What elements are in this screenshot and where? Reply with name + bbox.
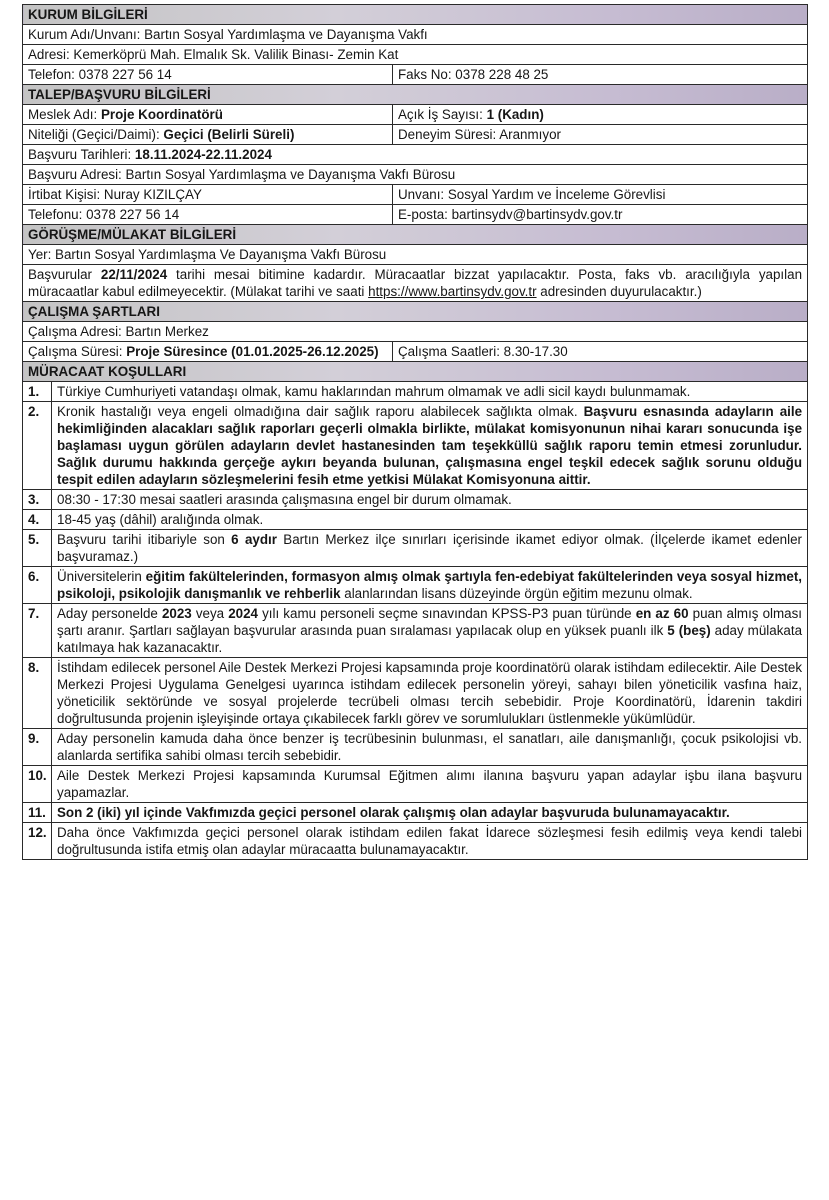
condition-text: Son 2 (iki) yıl içinde Vakfımızda geçici personel olarak çalışmış olan adaylar başvuruda bulunamayacaktır. — [52, 803, 808, 823]
condition-number: 9. — [23, 729, 52, 766]
section-header-kurum — [23, 5, 808, 25]
section-title: TALEP/BAŞVURU BİLGİLERİ — [23, 85, 808, 105]
condition-text: Türkiye Cumhuriyeti vatandaşı olmak, kamu haklarından mahrum olmamak ve adli sicil kaydı bulunmamak. — [52, 382, 808, 402]
condition-text: 18-45 yaş (dâhil) aralığında olmak. — [52, 510, 808, 530]
condition-row — [23, 402, 808, 490]
niteligi: Niteliği (Geçici/Daimi): Geçici (Belirli Süreli) — [23, 125, 393, 145]
kurum-adi: Kurum Adı/Unvanı: Bartın Sosyal Yardımlaşma ve Dayanışma Vakfı — [23, 25, 808, 45]
section-header-gorusme — [23, 225, 808, 245]
condition-text: Aday personelde 2023 veya 2024 yılı kamu personeli seçme sınavından KPSS-P3 puan türünde en az 60 puan almış olması şartı aranır. Şartları sağlayan başvurular arasında puan sıralaması yapılacak olup en yüksek puanlı ilk 5 (beş) aday mülakata katılmaya hak kazanacaktır. — [52, 604, 808, 658]
condition-row — [23, 567, 808, 604]
condition-number: 3. — [23, 490, 52, 510]
condition-number: 6. — [23, 567, 52, 604]
kurum-adresi: Adresi: Kemerköprü Mah. Elmalık Sk. Valilik Binası- Zemin Kat — [23, 45, 808, 65]
condition-row — [23, 382, 808, 402]
condition-number: 8. — [23, 658, 52, 729]
irtibat-telefonu: Telefonu: 0378 227 56 14 — [23, 205, 393, 225]
condition-row — [23, 604, 808, 658]
calisma-suresi: Çalışma Süresi: Proje Süresince (01.01.2025-26.12.2025) — [23, 342, 393, 362]
condition-row — [23, 658, 808, 729]
condition-text: Aday personelin kamuda daha önce benzer iş tecrübesinin bulunması, el sanatları, aile danışmanlığı, çocuk psikolojisi vb. alanlarda sertifika sahibi olması tercih sebebidir. — [52, 729, 808, 766]
condition-row — [23, 510, 808, 530]
website-link[interactable]: https://www.bartinsydv.gov.tr — [368, 284, 537, 299]
conditions-list — [23, 382, 808, 860]
section-header-muracaat — [23, 362, 808, 382]
condition-number: 4. — [23, 510, 52, 530]
condition-text: Aile Destek Merkezi Projesi kapsamında Kurumsal Eğitmen alımı ilanına başvuru yapan adaylar işbu ilana başvuru yapamazlar. — [52, 766, 808, 803]
section-header-talep — [23, 85, 808, 105]
condition-row — [23, 823, 808, 860]
condition-number: 1. — [23, 382, 52, 402]
condition-text: İstihdam edilecek personel Aile Destek Merkezi Projesi kapsamında proje koordinatörü olarak istihdam edilecektir. Aile Destek Merkezi Projesi Uygulama Genelgesi uyarınca istihdam edilecek personelin yöreyi, sahayı bilen yöneticilik vasfına haiz, yöneticilik sektöründe ve sosyal projelerde tecrübeli olması tercih sebebidir. Proje Koordinatörü, İdarenin takdiri doğrultusunda projenin işleyişinde ortaya çıkabilecek farklı görev ve sorumlulukları üstlenmekle yükümlüdür. — [52, 658, 808, 729]
job-announcement-document — [22, 4, 807, 860]
condition-text: 08:30 - 17:30 mesai saatleri arasında çalışmasına engel bir durum olmamak. — [52, 490, 808, 510]
irtibat-kisisi: İrtibat Kişisi: Nuray KIZILÇAY — [23, 185, 393, 205]
section-header-calisma — [23, 302, 808, 322]
basvuru-tarihleri: Başvuru Tarihleri: 18.11.2024-22.11.2024 — [23, 145, 808, 165]
kurum-faks: Faks No: 0378 228 48 25 — [393, 65, 808, 85]
deneyim-suresi: Deneyim Süresi: Aranmıyor — [393, 125, 808, 145]
acik-is-sayisi: Açık İş Sayısı: 1 (Kadın) — [393, 105, 808, 125]
section-title: GÖRÜŞME/MÜLAKAT BİLGİLERİ — [23, 225, 808, 245]
condition-number: 10. — [23, 766, 52, 803]
basvuru-adresi: Başvuru Adresi: Bartın Sosyal Yardımlaşma ve Dayanışma Vakfı Bürosu — [23, 165, 808, 185]
condition-number: 11. — [23, 803, 52, 823]
kurum-telefon: Telefon: 0378 227 56 14 — [23, 65, 393, 85]
condition-number: 2. — [23, 402, 52, 490]
condition-number: 5. — [23, 530, 52, 567]
unvani: Unvanı: Sosyal Yardım ve İnceleme Görevlisi — [393, 185, 808, 205]
calisma-adresi: Çalışma Adresi: Bartın Merkez — [23, 322, 808, 342]
condition-text: Üniversitelerin eğitim fakültelerinden, formasyon almış olmak şartıyla fen-edebiyat fakültelerinden veya sosyal hizmet, psikoloji, psikolojik danışmanlık ve rehberlik alanlarından lisans düzeyinde örgün eğitim mezunu olmak. — [52, 567, 808, 604]
condition-row — [23, 729, 808, 766]
gorusme-yeri: Yer: Bartın Sosyal Yardımlaşma Ve Dayanışma Vakfı Bürosu — [23, 245, 808, 265]
condition-text: Başvuru tarihi itibariyle son 6 aydır Bartın Merkez ilçe sınırları içerisinde ikamet ediyor olmak. (İlçelerde ikamet edenler başvuramaz.) — [52, 530, 808, 567]
section-title: ÇALIŞMA ŞARTLARI — [23, 302, 808, 322]
condition-number: 12. — [23, 823, 52, 860]
condition-number: 7. — [23, 604, 52, 658]
eposta: E-posta: bartinsydv@bartinsydv.gov.tr — [393, 205, 808, 225]
section-title: KURUM BİLGİLERİ — [23, 5, 808, 25]
condition-row — [23, 490, 808, 510]
section-title: MÜRACAAT KOŞULLARI — [23, 362, 808, 382]
condition-text: Daha önce Vakfımızda geçici personel olarak istihdam edilen fakat İdarece sözleşmesi fesih edilmiş veya kendi talebi doğrultusunda istifa etmiş olan adaylar müracaatta bulunamayacaktır. — [52, 823, 808, 860]
condition-text: Kronik hastalığı veya engeli olmadığına dair sağlık raporu alabilecek sağlıkta olmak. Başvuru esnasında adayların aile hekimliğinden alacakları sağlık raporları geçerli olmakla birlikte, mülakat komisyonunun nihai kararı sonucunda işe başlaması uygun görülen adayların devlet hastanesinden tam teşekküllü sağlık raporu temin etmesi zorunludur. Sağlık durumu hakkında gerçeğe aykırı beyanda bulunan, çalışmasına engel teşkil edecek sağlık sorunu olduğu tespit edilen adayların sözleşmelerini fesih etme yetkisi Mülakat Komisyonuna aittir. — [52, 402, 808, 490]
meslek-adi: Meslek Adı: Proje Koordinatörü — [23, 105, 393, 125]
condition-row — [23, 766, 808, 803]
calisma-saatleri: Çalışma Saatleri: 8.30-17.30 — [393, 342, 808, 362]
condition-row — [23, 530, 808, 567]
announcement-table — [22, 4, 808, 860]
gorusme-aciklama: Başvurular 22/11/2024 tarihi mesai bitimine kadardır. Müracaatlar bizzat yapılacaktır. Posta, faks vb. aracılığıyla yapılan müracaatlar kabul edilmeyecektir. (Mülakat tarihi ve saati https://www.bartinsydv.gov.tr adresinden duyurulacaktır.) — [23, 265, 808, 302]
condition-row — [23, 803, 808, 823]
